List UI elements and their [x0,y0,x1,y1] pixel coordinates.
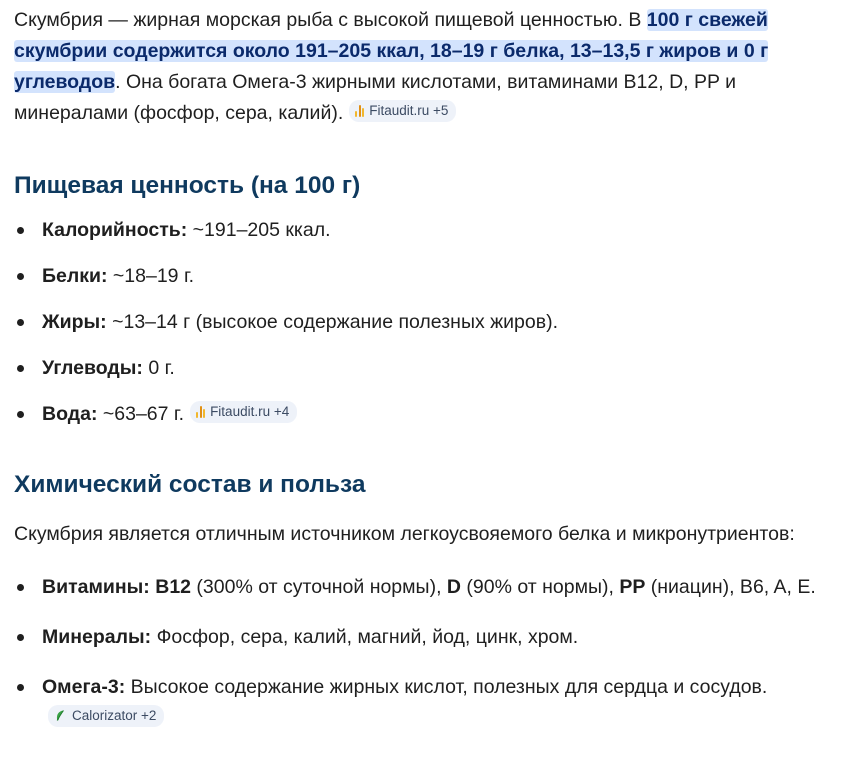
leaf-icon [54,709,67,722]
list-item-vitamins [14,572,832,603]
chemistry-heading: Химический состав и польза [14,471,366,498]
item-label: Витамины: [42,576,150,598]
nutrition-heading: Пищевая ценность (на 100 г) [14,172,361,199]
item-value: ~63–67 г. [97,403,185,425]
list-item [14,261,832,292]
intro-highlight[interactable]: 100 г свежей скумбрии содержится около 191–205 ккал, 18–19 г белка, 13–13,5 г жиров и 0 г углеводов [14,9,769,93]
list-item [14,215,832,246]
source-chip-calorizator[interactable] [48,705,164,727]
list-item [14,399,832,430]
chart-bars-icon [196,406,205,418]
item-value: Фосфор, сера, калий, магний, йод, цинк, хром. [151,626,579,648]
item-value: ~13–14 г (высокое содержание полезных жиров). [106,311,559,333]
list-item [14,307,832,338]
item-label: Белки: [42,265,108,287]
vitamin-pp-note: (ниацин), B6, A, E. [645,576,816,598]
source-chip-fitaudit[interactable] [190,401,297,423]
source-chip-label: Calorizator +2 [72,707,157,723]
item-value: ~18–19 г. [107,265,195,287]
vitamin-b12: B12 [155,576,192,598]
intro-text-after: . Она богата Омега-3 жирными кислотами, витаминами B12, D, PP и минералами (фосфор, сера, калий). [14,71,736,124]
list-item [14,353,832,384]
chemistry-list [14,572,855,734]
vitamin-b12-note: (300% от суточной нормы), [191,576,447,598]
item-value: 0 г. [142,357,175,379]
intro-text-before: Скумбрия — жирная морская рыба с высокой пищевой ценностью. В [14,9,647,31]
list-item-omega [14,672,832,734]
item-label: Минералы: [42,626,152,648]
item-label: Вода: [42,403,98,425]
nutrition-list [14,215,855,430]
item-label: Жиры: [42,311,107,333]
source-chip-label: Fitaudit.ru +5 [369,103,449,118]
item-value: Высокое содержание жирных кислот, полезных для сердца и сосудов. [125,676,768,698]
vitamin-pp: PP [619,576,646,598]
chemistry-intro: Скумбрия является отличным источником легкоусвояемого белка и микронутриентов: [14,523,795,545]
list-item-minerals [14,622,832,653]
vitamin-d-note: (90% от нормы), [461,576,620,598]
source-chip-fitaudit[interactable] [349,100,456,122]
vitamin-d: D [446,576,461,598]
intro-paragraph [14,0,834,129]
chart-bars-icon [355,105,364,117]
item-label: Омега-3: [42,676,126,698]
item-label: Углеводы: [42,357,143,379]
source-chip-label: Fitaudit.ru +4 [210,404,290,419]
item-value: ~191–205 ккал. [187,219,331,241]
item-label: Калорийность: [42,219,188,241]
